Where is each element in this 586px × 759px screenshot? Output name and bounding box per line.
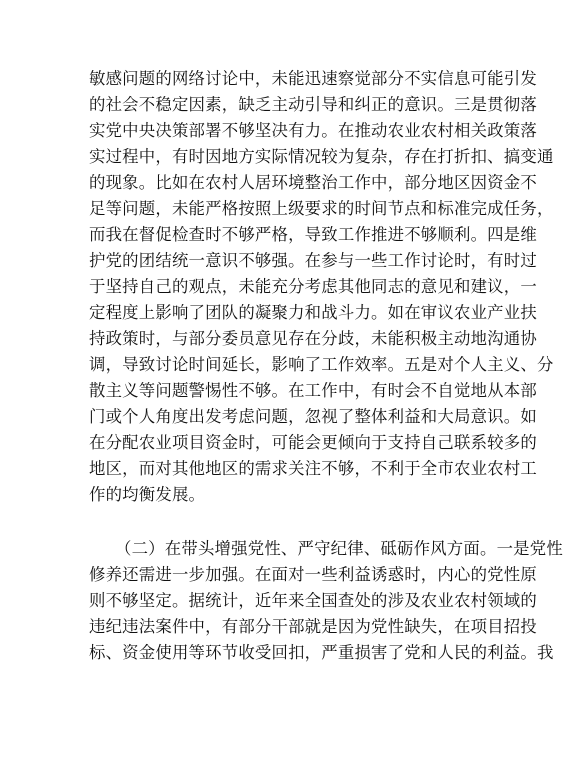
text-line: 实过程中，有时因地方实际情况较为复杂，存在打折扣、搞变通 [89,147,554,166]
text-line: 散主义等问题警惕性不够。在工作中，有时会不自觉地从本部 [89,381,537,400]
text-line: 护党的团结统一意识不够强。在参与一些工作讨论时，有时过 [89,251,537,270]
paragraph-1 [89,66,554,508]
text-line: 地区，而对其他地区的需求关注不够，不利于全市农业农村工 [89,459,537,478]
text-line: 持政策时，与部分委员意见存在分歧，未能积极主动地沟通协 [89,329,537,348]
text-line: 则不够坚定。据统计，近年来全国查处的涉及农业农村领域的 [89,591,537,610]
text-line: 作的均衡发展。 [89,485,206,504]
text-line: 违纪违法案件中，有部分干部就是因为党性缺失，在项目招投 [89,617,537,636]
text-line: 于坚持自己的观点，未能充分考虑其他同志的意见和建议，一 [89,277,537,296]
section-heading-line: （二）在带头增强党性、严守纪律、砥砺作风方面。一是党性 [115,539,563,558]
text-line: 修养还需进一步加强。在面对一些利益诱惑时，内心的党性原 [89,565,537,584]
text-line: 调，导致讨论时间延长，影响了工作效率。五是对个人主义、分 [89,355,554,374]
text-line: 的现象。比如在农村人居环境整治工作中，部分地区因资金不 [89,173,537,192]
text-line: 在分配农业项目资金时，可能会更倾向于支持自己联系较多的 [89,433,537,452]
text-line: 敏感问题的网络讨论中，未能迅速察觉部分不实信息可能引发 [89,69,537,88]
text-line: 实党中央决策部署不够坚决有力。在推动农业农村相关政策落 [89,121,537,140]
text-line: 的社会不稳定因素，缺乏主动引导和纠正的意识。三是贯彻落 [89,95,537,114]
text-line: 而我在督促检查时不够严格，导致工作推进不够顺利。四是维 [89,225,537,244]
text-line: 定程度上影响了团队的凝聚力和战斗力。如在审议农业产业扶 [89,303,537,322]
text-line: 标、资金使用等环节收受回扣，严重损害了党和人民的利益。我 [89,643,554,662]
text-line: 门或个人角度出发考虑问题，忽视了整体利益和大局意识。如 [89,407,537,426]
paragraph-2 [89,536,563,666]
text-line: 足等问题，未能严格按照上级要求的时间节点和标准完成任务， [89,199,554,218]
